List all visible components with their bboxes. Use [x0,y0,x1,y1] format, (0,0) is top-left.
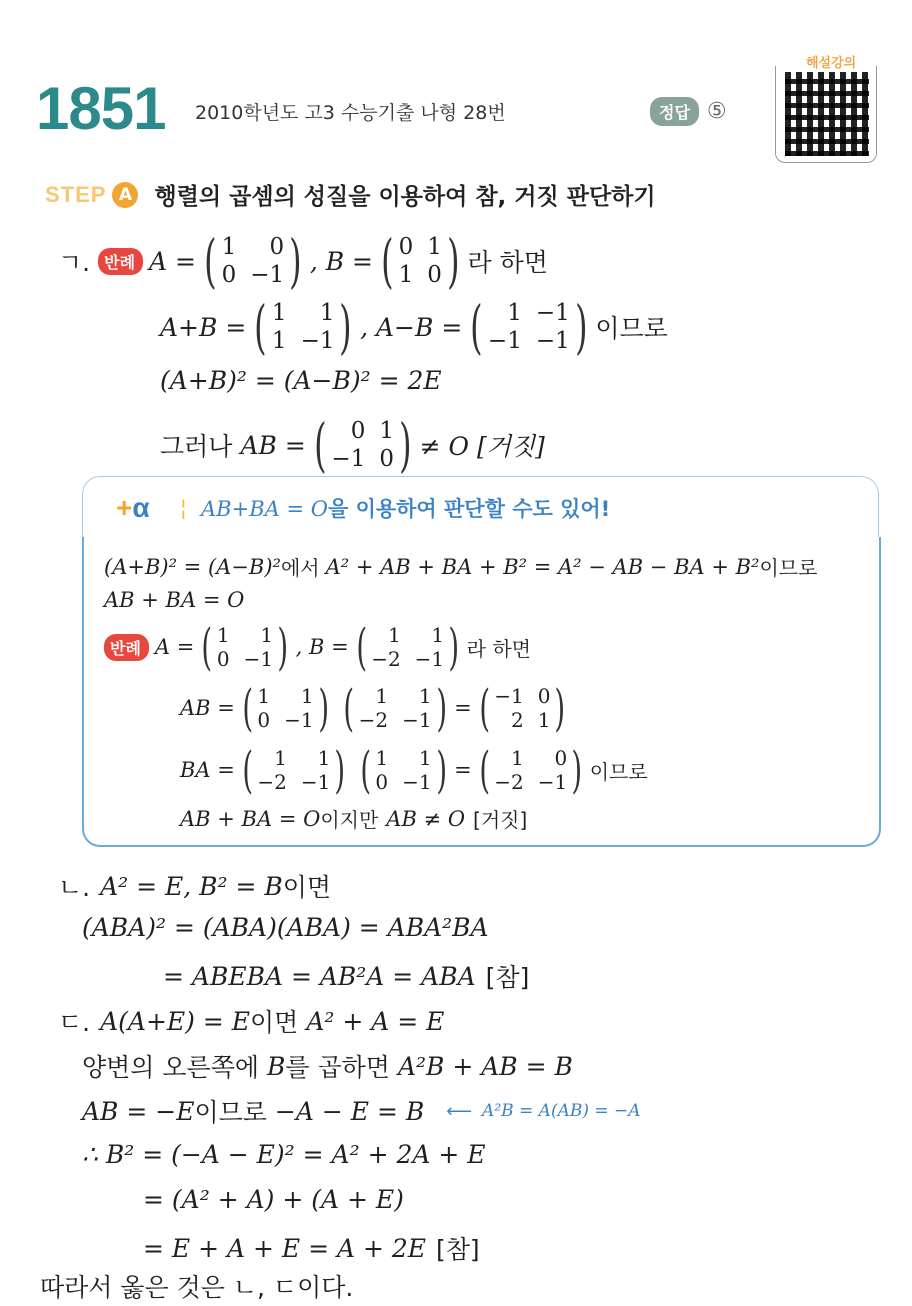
matrix-entry: −1 [300,328,335,354]
matrix-entry: 1 [216,623,230,647]
matrix-ex-B [352,618,464,676]
matrix-ex-A [197,618,292,676]
paren-right: ) [289,227,302,295]
conclusion: 따라서 옳은 것은 ㄴ, ㄷ이다. [40,1273,354,1302]
matrix-entry: 1 [319,300,335,326]
matrix-entry: 0 [554,746,568,770]
matrix-entry: 1 [221,234,237,260]
paren-left: ( [242,741,253,799]
counterexample-badge [104,634,149,661]
arrow-left-icon: ⟵ [446,1100,473,1122]
matrix [238,741,350,799]
alpha-title: AB+BA = O을 이용하여 판단할 수도 있어! [201,497,611,521]
matrix [238,679,333,737]
part-b-line2: (ABA)² = (ABA)(ABA) = ABA²BA [82,913,489,942]
counterexample-label: 반례 [104,252,136,272]
alpha-example: 반례 A = ( 1 1 0 −1 ) , B = ( 1 1 −2 −1 ) 라 하면 [104,622,531,672]
paren-left: ( [254,293,267,361]
answer-value: ⑤ [706,99,727,124]
eq-text: 그러나 [160,432,233,461]
answer-badge: 정답 [650,97,699,126]
matrix-entry: 0 [375,770,389,794]
matrix-entry: −1 [402,708,432,732]
matrix-entry: 1 [431,623,445,647]
matrix-entry: −1 [494,684,524,708]
alpha-line2: AB + BA = O [104,588,245,612]
matrix-entries [359,684,432,732]
paren-left: ( [313,411,327,479]
problem-source: 2010학년도 고3 수능기출 나형 28번 [195,102,506,124]
matrix-entry: 1 [260,623,274,647]
step-title: 행렬의 곱셈의 성질을 이용하여 참, 거짓 판단하기 [154,184,656,210]
matrix-entry: −1 [535,328,570,354]
paren-left: ( [242,679,253,737]
eq-label: ≠ O [거짓] [419,432,545,461]
matrix-entries [257,684,313,732]
part-c-line6: = E + A + E = A + 2E [참] [143,1233,480,1264]
matrix-entries [488,299,570,355]
separator: ¦ [179,495,187,521]
answer-area [650,97,727,126]
matrix-entry: 1 [300,684,314,708]
eq-label: A+B = [160,312,247,342]
matrix-entries [494,746,567,794]
paren-right: ) [436,741,447,799]
eq-text: 이므로 [595,314,668,343]
matrix-entry: 1 [398,262,414,288]
matrix-entry: 1 [274,746,287,770]
matrix-entry: 1 [418,684,432,708]
alpha-conclusion: AB + BA = O 이지만 AB ≠ O [거짓] [180,806,528,832]
paren-right: ) [399,411,412,479]
matrix-entry: 1 [271,328,287,354]
paren-left: ( [381,227,394,295]
paren-right: ) [334,741,346,799]
step-word: STEP [45,181,107,207]
matrix-entry: −1 [331,446,366,472]
matrix-entry: 0 [269,234,285,260]
matrix-entry: 2 [511,708,524,732]
eq-label: AB = [240,430,306,460]
alpha-ab: AB = ( 1 1 0 −1 ) ( 1 1 −2 −1 ) = ( −1 0 2 1 ) [180,683,573,733]
part-c-line3: AB = −E 이므로 −A − E = B ⟵ A²B = A(AB) = −A [82,1096,641,1127]
matrix-entries [375,746,431,794]
part-b-line3: = ABEBA = AB²A = ABA [참] [163,961,530,992]
paren-right: ) [574,293,588,361]
matrix-entry: −2 [257,770,287,794]
paren-left: ( [201,618,213,676]
qr-label: 해설강의 [806,56,857,71]
matrix-sum [249,293,357,361]
paren-right: ) [554,679,566,737]
eq-label: A = [149,246,196,276]
matrix-entry: −1 [535,300,570,326]
alpha-ba: BA = ( 1 1 −2 −1 ) ( 1 1 0 −1 ) = ( 1 0 −2 −1 ) 이므로 [180,741,648,799]
paren-left: ( [360,741,371,799]
matrix-entry: 0 [537,684,551,708]
matrix [475,679,570,737]
part-c-marker: ㄷ. [58,1008,91,1037]
matrix [339,679,451,737]
matrix-entry: 1 [387,623,401,647]
paren-left: ( [343,679,355,737]
matrix-entry: 1 [257,684,271,708]
paren-right: ) [318,679,329,737]
paren-right: ) [448,618,460,676]
part-a-line3 [160,366,442,395]
eq-label: , B = [309,246,373,276]
matrix-entry: 1 [418,746,432,770]
paren-right: ) [277,618,289,676]
matrix-entry: 0 [221,262,237,288]
alpha-line1: (A+B)² = (A−B)² 에서 A² + AB + BA + B² = A² − AB − BA + B² 이므로 [104,554,818,580]
qr-code[interactable] [785,72,869,156]
paren-left: ( [204,227,217,295]
part-c-line1: ㄷ. A(A+E) = E 이면 A² + A = E [58,1003,444,1039]
equation: (A+B)² = (A−B)² = 2E [160,366,442,395]
matrix-entry: 1 [317,746,331,770]
paren-right: ) [436,679,447,737]
matrix-entries [222,233,285,289]
matrix-entries [217,623,273,671]
matrix-entry: 0 [427,262,442,288]
matrix-entry: −1 [402,770,432,794]
paren-right: ) [571,741,583,799]
matrix-entry: 0 [257,708,271,732]
matrix-entries [399,233,442,289]
paren-left: ( [479,679,490,737]
matrix-entry: 1 [375,746,389,770]
eq-label: , A−B = [360,312,463,342]
matrix-AB [309,411,417,479]
part-a-line1 [58,227,548,295]
plus-alpha-icon: +α [116,492,150,523]
matrix-entry: −2 [358,708,389,732]
matrix [356,741,451,799]
matrix-entry: −2 [494,770,524,794]
matrix-entry: 1 [537,708,551,732]
paren-right: ) [447,227,460,295]
part-a-line2 [160,293,668,361]
matrix-A [199,227,307,295]
matrix-entry: −1 [243,647,274,671]
paren-left: ( [356,618,367,676]
matrix-entries [371,623,444,671]
matrix-entry: 1 [507,300,522,326]
matrix-entry: −1 [300,770,331,794]
matrix-entry: 1 [379,418,394,444]
matrix-entry: −1 [487,328,522,354]
paren-left: ( [470,293,483,361]
counterexample-label: 반례 [110,638,141,658]
part-a-marker: ㄱ. [58,248,91,277]
matrix-entries [331,417,394,473]
part-b-line1: ㄴ. A² = E, B² = B 이면 [58,868,331,904]
matrix-entry: −1 [250,262,285,288]
matrix-entry: 0 [350,418,366,444]
matrix-entry: 1 [511,746,524,770]
paren-right: ) [339,293,353,361]
alpha-title-row [116,492,610,524]
part-c-line2: 양변의 오른쪽에 B 를 곱하면 A²B + AB = B [82,1051,573,1082]
matrix-entry: 1 [271,300,287,326]
part-a-line4 [160,411,545,479]
matrix-entry: 1 [375,684,389,708]
eq-text: 라 하면 [467,248,548,277]
matrix-entry: −1 [414,647,445,671]
matrix-entries [494,684,550,732]
matrix [475,741,587,799]
problem-number: 1851 [36,75,166,142]
matrix-entry: 0 [379,446,394,472]
step-letter: A [112,182,138,208]
matrix-entry: 0 [216,647,230,671]
step-header [45,178,656,211]
matrix-B [376,227,465,295]
matrix-entries [257,746,330,794]
matrix-entry: 1 [427,234,442,260]
matrix-entry: 0 [398,234,414,260]
matrix-entry: −2 [371,647,401,671]
counterexample-badge [98,248,143,275]
matrix-entry: −1 [537,770,568,794]
part-c-line5: = (A² + A) + (A + E) [143,1185,404,1214]
part-c-line4: ∴ B² = (−A − E)² = A² + 2A + E [82,1140,486,1169]
matrix-entries [272,299,335,355]
part-b-marker: ㄴ. [58,873,91,902]
matrix-diff [465,293,592,361]
matrix-entry: −1 [284,708,314,732]
paren-left: ( [479,741,490,799]
side-note: A²B = A(AB) = −A [482,1101,641,1121]
